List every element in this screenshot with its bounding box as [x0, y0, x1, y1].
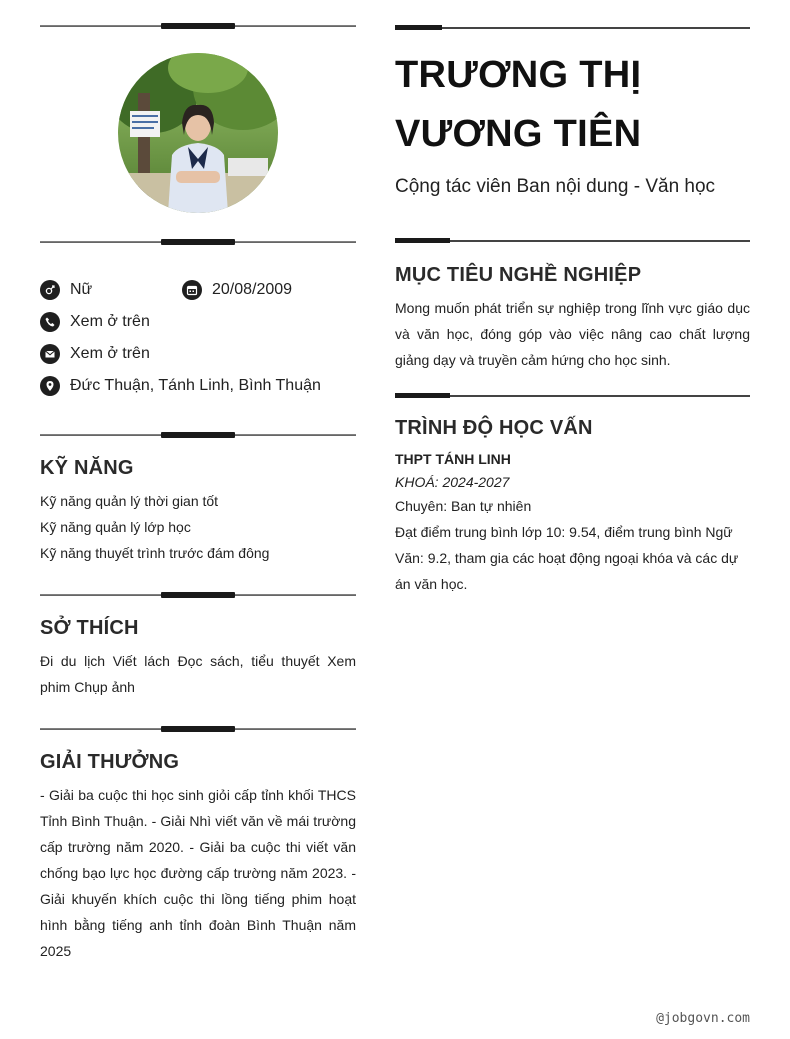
objective-text: Mong muốn phát triển sự nghiệp trong lĩnh vực giáo dục và văn học, đóng góp vào việc nâng cao chất lượng giảng dạy và truyền cảm hứng cho học sinh.: [395, 300, 750, 368]
divider: [395, 238, 750, 244]
gender-icon: [40, 280, 60, 300]
email-row: [40, 344, 150, 364]
divider: [40, 431, 356, 439]
education-title: TRÌNH ĐỘ HỌC VẤN: [395, 417, 593, 439]
divider: [40, 22, 356, 30]
address-row: [40, 376, 321, 396]
birthday-row: [182, 280, 292, 300]
email-text: Xem ở trên: [70, 345, 150, 362]
divider: [40, 238, 356, 246]
awards-text: - Giải ba cuộc thi học sinh giỏi cấp tỉnh khối THCS Tỉnh Bình Thuận. - Giải Nhì viết văn về mái trường cấp trường năm 2020. - Giải ba cuộc thi viết văn chống bạo lực học đường cấp trường năm 2023. - Giải khuyến khích cuộc thi lồng tiếng phim hoạt hình bằng tiếng anh tỉnh đoàn Bình Thuận năm 2025: [40, 787, 356, 959]
skill-item: Kỹ năng quản lý lớp học: [40, 519, 191, 535]
phone-text: Xem ở trên: [70, 313, 150, 330]
address-text: Đức Thuận, Tánh Linh, Bình Thuận: [70, 377, 321, 394]
gender-row: [40, 280, 92, 300]
gender-text: Nữ: [70, 281, 93, 298]
profile-photo: [118, 53, 278, 213]
divider: [395, 25, 750, 31]
phone-row: [40, 312, 150, 332]
divider: [40, 725, 356, 733]
awards-title: GIẢI THƯỞNG: [40, 751, 180, 773]
hobbies-title: SỞ THÍCH: [40, 617, 139, 639]
divider: [395, 393, 750, 399]
education-term: KHOÁ: 2024-2027: [395, 474, 510, 490]
skills-title: KỸ NĂNG: [40, 457, 134, 479]
role-title: Cộng tác viên Ban nội dung - Văn học: [395, 176, 716, 197]
birthday-text: 20/08/2009: [212, 281, 293, 298]
email-icon: [40, 344, 60, 364]
calendar-icon: [182, 280, 202, 300]
footer-brand: @jobgovn.com: [656, 1011, 750, 1026]
phone-icon: [40, 312, 60, 332]
hobbies-text: Đi du lịch Viết lách Đọc sách, tiểu thuyết Xem phim Chụp ảnh: [40, 653, 356, 695]
skills-list: [40, 488, 269, 566]
objective-title: MỤC TIÊU NGHỀ NGHIỆP: [395, 264, 642, 286]
location-pin-icon: [40, 376, 60, 396]
education-details: Đạt điểm trung bình lớp 10: 9.54, điểm trung bình Ngữ Văn: 9.2, tham gia các hoạt động ngoại khóa và các dự án văn học.: [395, 524, 739, 592]
divider: [40, 591, 356, 599]
name-line-1: TRƯƠNG THỊ: [395, 54, 642, 96]
skill-item: Kỹ năng thuyết trình trước đám đông: [40, 545, 270, 561]
avatar: [118, 53, 278, 213]
education-school: THPT TÁNH LINH: [395, 451, 511, 467]
name-line-2: VƯƠNG TIÊN: [395, 113, 642, 155]
skill-item: Kỹ năng quản lý thời gian tốt: [40, 493, 219, 509]
education-major: Chuyên: Ban tự nhiên: [395, 498, 532, 514]
